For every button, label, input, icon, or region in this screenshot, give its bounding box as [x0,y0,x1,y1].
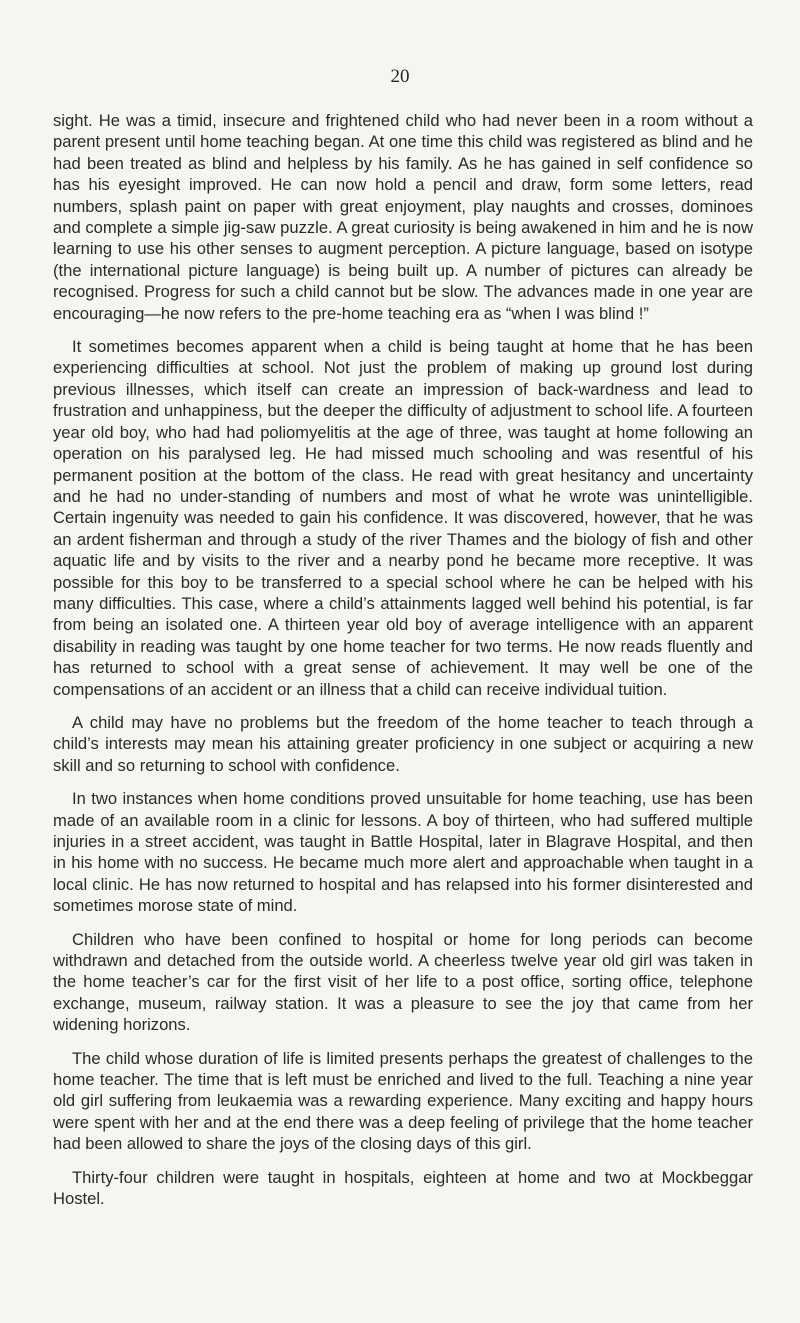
paragraph-3: A child may have no problems but the freedom of the home teacher to teach through a child’s interests may mean his attaining greater proficiency in one subject or acquiring a new skill and so returning to school with confidence. [53,712,753,775]
paragraph-1: sight. He was a timid, insecure and frightened child who had never been in a room without a parent present until home teaching began. At one time this child was registered as blind and he had been treated as blind and helpless by his family. As he has gained in self confidence so has his eyesight improved. He can now hold a pencil and draw, form some letters, read numbers, splash paint on paper with great enjoyment, play naughts and crosses, dominoes and complete a simple jig-saw puzzle. A great curiosity is being awakened in him and he is now learning to use his other senses to augment perception. A picture language, based on isotype (the international picture language) is being built up. A number of pictures can already be recognised. Progress for such a child cannot but be slow. The advances made in one year are encouraging—he now refers to the pre-home teaching era as “when I was blind !” [53,111,753,323]
paragraph-2: It sometimes becomes apparent when a child is being taught at home that he has been experiencing difficulties at school. Not just the problem of making up ground lost during previous illnesses, which itself can create an impression of back-wardness and lead to frustration and unhappiness, but the deeper the difficulty of adjustment to school life. A fourteen year old boy, who had had poliomyelitis at the age of three, was taught at home following an operation on his paralysed leg. He had missed much schooling and was resentful of his permanent position at the bottom of the class. He read with great hesitancy and uncertainty and he had no under-standing of numbers and most of what he wrote was unintelligible. Certain ingenuity was needed to gain his confidence. It was discovered, however, that he was an ardent fisherman and through a study of the river Thames and the biology of fish and other aquatic life and by visits to the river and a nearby pond he became more receptive. It was possible for this boy to be transferred to a special school where he can be helped with his many difficulties. This case, where a child’s attainments lagged well behind his potential, is far from being an isolated one. A thirteen year old boy of average intelligence with an apparent disability in reading was taught by one home teacher for two terms. He now reads fluently and has returned to school with a great sense of achievement. It may well be one of the compensations of an accident or an illness that a child can receive individual tuition. [53,337,753,699]
paragraph-7: Thirty-four children were taught in hospitals, eighteen at home and two at Mockbeggar Hostel. [53,1167,753,1209]
page-number: 20 [390,66,410,87]
paragraph-5: Children who have been confined to hospital or home for long periods can become withdrawn and detached from the outside world. A cheerless twelve year old girl was taken in the home teacher’s car for the first visit of her life to a post office, sorting office, telephone exchange, museum, railway station. It was a pleasure to see the joy that came from her widening horizons. [53,929,753,1035]
paragraph-6: The child whose duration of life is limited presents perhaps the greatest of challenges to the home teacher. The time that is left must be enriched and lived to the full. Teaching a nine year old girl suffering from leukaemia was a rewarding experience. Many exciting and happy hours were spent with her and at the end there was a deep feeling of privilege that the home teacher had been allowed to share the joys of the closing days of this girl. [53,1048,753,1154]
paragraph-4: In two instances when home conditions proved unsuitable for home teaching, use has been made of an available room in a clinic for lessons. A boy of thirteen, who had suffered multiple injuries in a street accident, was taught in Battle Hospital, later in Blagrave Hospital, and then in his home with no success. He became much more alert and approachable when taught in a local clinic. He has now returned to hospital and has relapsed into his former disinterested and sometimes morose state of mind. [53,789,753,916]
body-text [53,110,753,1222]
